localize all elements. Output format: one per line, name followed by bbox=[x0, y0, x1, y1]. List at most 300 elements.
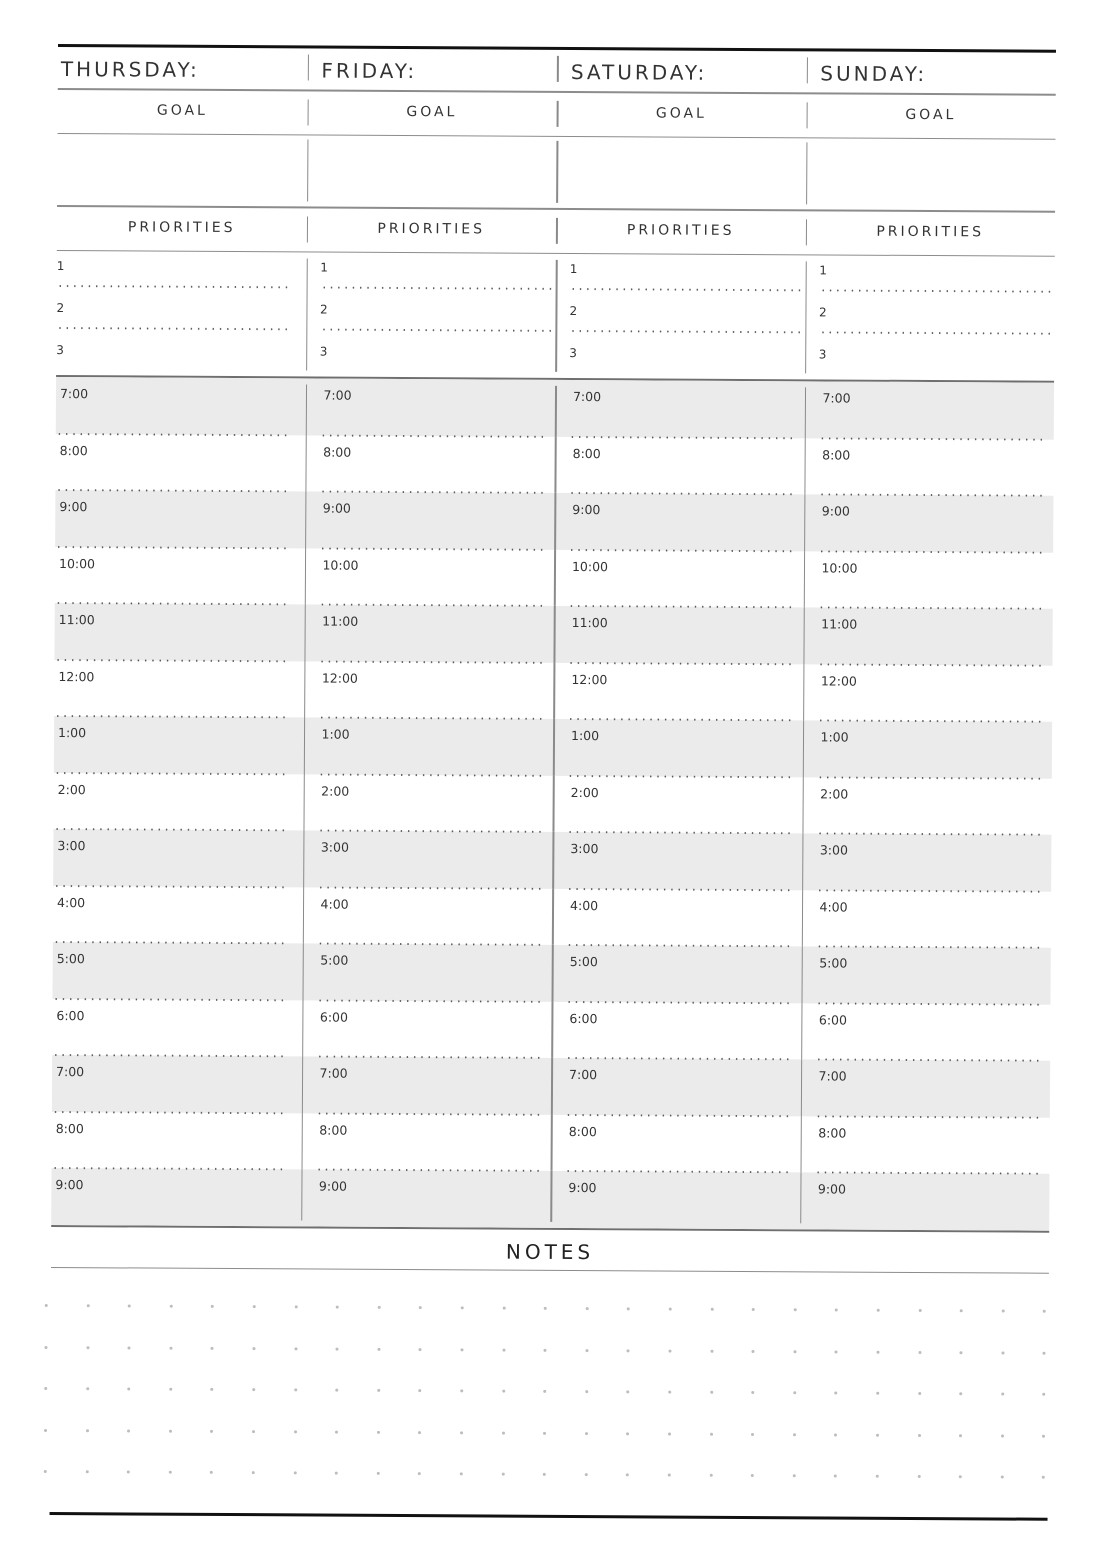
grid-dot bbox=[210, 1471, 213, 1474]
grid-dot bbox=[169, 1429, 172, 1432]
grid-dot bbox=[876, 1392, 879, 1395]
grid-dot bbox=[544, 1348, 547, 1351]
time-label: 9:00 bbox=[55, 1177, 84, 1193]
grid-dot bbox=[127, 1471, 130, 1474]
dotted-separator bbox=[318, 717, 544, 720]
time-slot[interactable] bbox=[550, 1171, 800, 1229]
time-slot[interactable] bbox=[801, 890, 1051, 948]
grid-dot bbox=[959, 1392, 962, 1395]
time-row bbox=[52, 999, 1050, 1061]
grid-dot bbox=[460, 1348, 463, 1351]
grid-dot bbox=[253, 1305, 256, 1308]
dotted-separator bbox=[565, 1170, 791, 1173]
grid-dot bbox=[918, 1434, 921, 1437]
grid-dot bbox=[169, 1346, 172, 1349]
grid-dot bbox=[127, 1388, 130, 1391]
goal-field-thursday[interactable] bbox=[57, 134, 307, 206]
dotted-separator bbox=[317, 886, 543, 889]
time-slot[interactable] bbox=[551, 1114, 801, 1172]
time-slot[interactable] bbox=[54, 716, 304, 774]
priority-number: 1 bbox=[320, 260, 328, 275]
time-slot[interactable] bbox=[553, 606, 803, 664]
dotted-separator bbox=[814, 1115, 1040, 1118]
grid-dot bbox=[876, 1350, 879, 1353]
priorities-label-cell bbox=[57, 207, 307, 251]
dotted-separator bbox=[817, 606, 1043, 609]
dotted-separator bbox=[814, 1171, 1040, 1174]
notes-dot-grid[interactable] bbox=[50, 1268, 1049, 1518]
time-slot[interactable] bbox=[52, 1055, 302, 1113]
time-slot[interactable] bbox=[55, 434, 305, 492]
priorities-label: PRIORITIES bbox=[876, 223, 985, 240]
dotted-separator bbox=[315, 1169, 541, 1172]
goal-field-friday[interactable] bbox=[307, 135, 557, 207]
grid-dot bbox=[1002, 1309, 1005, 1312]
time-label: 7:00 bbox=[572, 388, 602, 405]
time-label: 11:00 bbox=[322, 613, 359, 629]
priority-number: 3 bbox=[319, 344, 328, 359]
grid-dot bbox=[918, 1392, 921, 1395]
priority-number: 1 bbox=[569, 261, 578, 277]
grid-dot bbox=[211, 1388, 214, 1391]
time-slot[interactable] bbox=[304, 604, 554, 662]
grid-dot bbox=[419, 1306, 422, 1309]
dotted-separator bbox=[319, 434, 545, 437]
dotted-separator bbox=[818, 493, 1044, 496]
grid-dot bbox=[169, 1388, 172, 1391]
grid-dot bbox=[585, 1349, 588, 1352]
dotted-separator bbox=[55, 602, 291, 605]
priorities-column bbox=[555, 254, 805, 379]
day-name: THURSDAY: bbox=[60, 57, 200, 82]
time-slot[interactable] bbox=[53, 773, 303, 831]
grid-dot bbox=[169, 1471, 172, 1474]
dotted-separator bbox=[55, 546, 291, 549]
grid-dot bbox=[1001, 1434, 1004, 1437]
priority-number: 3 bbox=[818, 347, 827, 362]
time-label: 7:00 bbox=[569, 1066, 598, 1083]
time-slot[interactable] bbox=[305, 435, 555, 493]
dotted-separator bbox=[568, 548, 794, 551]
dotted-separator bbox=[55, 489, 291, 492]
time-slot[interactable] bbox=[53, 886, 303, 944]
grid-dot bbox=[460, 1390, 463, 1393]
priority-number: 2 bbox=[56, 301, 65, 316]
day-column-thursday bbox=[58, 47, 308, 89]
time-slot[interactable] bbox=[801, 1003, 1051, 1061]
time-slot[interactable] bbox=[301, 1113, 551, 1171]
grid-dot bbox=[336, 1347, 339, 1350]
time-label: 2:00 bbox=[57, 781, 86, 797]
dotted-separator bbox=[53, 941, 289, 944]
time-label: 12:00 bbox=[820, 672, 857, 689]
goal-label: GOAL bbox=[156, 102, 208, 119]
time-slot[interactable] bbox=[553, 719, 803, 777]
grid-dot bbox=[461, 1306, 464, 1309]
time-label: 9:00 bbox=[817, 1181, 847, 1197]
priority-number: 2 bbox=[818, 305, 827, 320]
grid-dot bbox=[128, 1346, 131, 1349]
dotted-separator bbox=[53, 998, 289, 1001]
grid-dot bbox=[335, 1389, 338, 1392]
time-slot[interactable] bbox=[803, 607, 1053, 665]
time-label: 10:00 bbox=[821, 559, 858, 576]
dotted-separator bbox=[569, 435, 795, 438]
dotted-separator bbox=[818, 550, 1044, 553]
priorities-column bbox=[56, 251, 306, 376]
time-slot[interactable] bbox=[552, 775, 802, 833]
grid-dot bbox=[668, 1474, 671, 1477]
time-label: 10:00 bbox=[322, 557, 359, 573]
grid-dot bbox=[793, 1433, 796, 1436]
time-label: 5:00 bbox=[569, 953, 598, 970]
time-slot[interactable] bbox=[552, 888, 802, 946]
time-label: 4:00 bbox=[819, 898, 848, 915]
grid-dot bbox=[877, 1309, 880, 1312]
time-slot[interactable] bbox=[800, 1172, 1050, 1230]
dotted-separator bbox=[817, 719, 1043, 722]
grid-dot bbox=[1043, 1351, 1046, 1354]
time-label: 9:00 bbox=[568, 1179, 597, 1196]
grid-dot bbox=[793, 1350, 796, 1353]
grid-dot bbox=[835, 1350, 838, 1353]
grid-dot bbox=[128, 1304, 131, 1307]
dotted-separator bbox=[56, 433, 292, 436]
time-label: 12:00 bbox=[571, 671, 608, 687]
grid-dot bbox=[294, 1347, 297, 1350]
goal-label-cell bbox=[806, 94, 1056, 138]
time-slot[interactable] bbox=[553, 662, 803, 720]
dotted-separator bbox=[566, 887, 792, 890]
priority-field[interactable] bbox=[56, 339, 306, 374]
time-label: 8:00 bbox=[59, 442, 88, 458]
grid-dot bbox=[44, 1387, 47, 1390]
dotted-separator bbox=[52, 1167, 288, 1170]
grid-dot bbox=[960, 1309, 963, 1312]
notes-header bbox=[51, 1226, 1049, 1272]
time-slot[interactable] bbox=[304, 548, 554, 606]
grid-dot bbox=[294, 1305, 297, 1308]
grid-dot bbox=[751, 1391, 754, 1394]
grid-dot bbox=[543, 1390, 546, 1393]
priority-number: 3 bbox=[56, 343, 64, 358]
grid-dot bbox=[835, 1392, 838, 1395]
grid-dot bbox=[377, 1472, 380, 1475]
grid-dot bbox=[918, 1351, 921, 1354]
grid-dot bbox=[876, 1475, 879, 1478]
dotted-separator bbox=[319, 491, 545, 494]
time-label: 5:00 bbox=[56, 951, 85, 967]
goal-field-sunday[interactable] bbox=[806, 138, 1056, 210]
grid-dot bbox=[460, 1473, 463, 1476]
time-row bbox=[53, 829, 1051, 891]
time-slot[interactable] bbox=[551, 1001, 801, 1059]
time-slot[interactable] bbox=[302, 1000, 552, 1058]
grid-dot bbox=[419, 1348, 422, 1351]
time-slot[interactable] bbox=[801, 946, 1051, 1004]
time-row bbox=[54, 716, 1052, 778]
priority-number: 2 bbox=[319, 302, 328, 317]
dotted-separator bbox=[316, 999, 542, 1002]
grid-dot bbox=[751, 1474, 754, 1477]
grid-dot bbox=[501, 1473, 504, 1476]
dotted-separator bbox=[565, 1000, 791, 1003]
grid-dot bbox=[1042, 1435, 1045, 1438]
goal-label-cell bbox=[307, 91, 557, 135]
grid-dot bbox=[127, 1429, 130, 1432]
time-slot[interactable] bbox=[301, 1169, 551, 1227]
time-label: 9:00 bbox=[322, 500, 351, 516]
time-slot[interactable] bbox=[55, 490, 305, 548]
grid-dot bbox=[668, 1432, 671, 1435]
time-label: 5:00 bbox=[819, 955, 848, 971]
time-slot[interactable] bbox=[551, 945, 801, 1003]
priorities-label: PRIORITIES bbox=[127, 218, 236, 236]
dotted-separator bbox=[318, 660, 544, 663]
priorities-label: PRIORITIES bbox=[377, 220, 486, 237]
time-slot[interactable] bbox=[554, 549, 804, 607]
time-slot[interactable] bbox=[55, 547, 305, 605]
day-name: SATURDAY: bbox=[570, 59, 708, 85]
grid-dot bbox=[794, 1308, 797, 1311]
time-label: 8:00 bbox=[319, 1122, 348, 1138]
time-slot[interactable] bbox=[301, 1056, 551, 1114]
priorities-label-row bbox=[57, 207, 1055, 256]
time-slot[interactable] bbox=[303, 774, 553, 832]
day-column-saturday bbox=[557, 50, 807, 92]
time-row bbox=[55, 547, 1053, 609]
time-row bbox=[53, 942, 1051, 1004]
dotted-separator bbox=[317, 830, 543, 833]
time-row bbox=[55, 434, 1053, 496]
time-slot[interactable] bbox=[52, 999, 302, 1057]
grid-dot bbox=[585, 1390, 588, 1393]
time-slot[interactable] bbox=[303, 830, 553, 888]
time-slot[interactable] bbox=[552, 832, 802, 890]
time-slot[interactable] bbox=[803, 551, 1053, 609]
grid-dot bbox=[252, 1388, 255, 1391]
time-slot[interactable] bbox=[54, 660, 304, 718]
dotted-separator bbox=[54, 659, 290, 662]
dotted-separator bbox=[816, 832, 1042, 835]
time-slot[interactable] bbox=[804, 381, 1054, 439]
dotted-separator bbox=[566, 831, 792, 834]
grid-dot bbox=[1001, 1476, 1004, 1479]
grid-dot bbox=[294, 1430, 297, 1433]
time-row bbox=[56, 377, 1054, 439]
planner-sheet bbox=[50, 44, 1056, 1521]
time-slot[interactable] bbox=[802, 720, 1052, 778]
dotted-separator bbox=[568, 492, 794, 495]
time-slot[interactable] bbox=[53, 942, 303, 1000]
dotted-separator bbox=[567, 774, 793, 777]
time-label: 4:00 bbox=[57, 894, 86, 910]
time-slot[interactable] bbox=[54, 603, 304, 661]
dotted-separator bbox=[816, 776, 1042, 779]
grid-dot bbox=[1043, 1310, 1046, 1313]
grid-dot bbox=[44, 1429, 47, 1432]
grid-dot bbox=[544, 1307, 547, 1310]
grid-dot bbox=[627, 1349, 630, 1352]
time-row bbox=[51, 1168, 1049, 1230]
time-slot[interactable] bbox=[804, 438, 1054, 496]
grid-dot bbox=[378, 1306, 381, 1309]
dotted-separator bbox=[316, 943, 542, 946]
time-slot[interactable] bbox=[554, 436, 804, 494]
goal-writing-area bbox=[57, 134, 1055, 211]
grid-dot bbox=[418, 1431, 421, 1434]
time-slot[interactable] bbox=[800, 1116, 1050, 1174]
time-label: 1:00 bbox=[570, 727, 600, 744]
time-label: 11:00 bbox=[58, 612, 95, 628]
priorities-label-cell bbox=[306, 208, 556, 252]
goal-label: GOAL bbox=[905, 106, 957, 123]
grid-dot bbox=[377, 1431, 380, 1434]
grid-dot bbox=[960, 1351, 963, 1354]
day-name: FRIDAY: bbox=[321, 58, 418, 84]
priorities-label-cell bbox=[556, 209, 806, 253]
time-slot[interactable] bbox=[302, 887, 552, 945]
grid-dot bbox=[543, 1473, 546, 1476]
dotted-separator bbox=[318, 604, 544, 607]
time-rows bbox=[51, 377, 1054, 1230]
dotted-separator bbox=[567, 718, 793, 721]
time-slot[interactable] bbox=[305, 378, 555, 436]
grid-dot bbox=[170, 1305, 173, 1308]
time-row bbox=[54, 660, 1052, 722]
grid-dot bbox=[419, 1389, 422, 1392]
time-label: 3:00 bbox=[819, 842, 848, 858]
dotted-separator bbox=[815, 1002, 1041, 1005]
time-label: 3:00 bbox=[57, 838, 86, 854]
grid-dot bbox=[918, 1309, 921, 1312]
grid-dot bbox=[377, 1347, 380, 1350]
time-slot[interactable] bbox=[56, 377, 306, 435]
time-label: 10:00 bbox=[58, 555, 96, 571]
grid-dot bbox=[709, 1474, 712, 1477]
time-slot[interactable] bbox=[305, 491, 555, 549]
dotted-separator bbox=[566, 944, 792, 947]
time-label: 6:00 bbox=[319, 1009, 349, 1025]
grid-dot bbox=[86, 1387, 89, 1390]
time-label: 2:00 bbox=[570, 784, 599, 800]
time-slot[interactable] bbox=[51, 1168, 301, 1226]
grid-dot bbox=[86, 1304, 89, 1307]
priority-field[interactable] bbox=[555, 342, 805, 377]
time-label: 1:00 bbox=[820, 729, 849, 745]
dotted-separator bbox=[53, 828, 289, 831]
time-label: 1:00 bbox=[57, 725, 87, 741]
time-slot[interactable] bbox=[303, 717, 553, 775]
dotted-separator bbox=[568, 605, 794, 608]
dotted-separator bbox=[315, 1112, 541, 1115]
time-slot[interactable] bbox=[53, 829, 303, 887]
grid-dot bbox=[85, 1471, 88, 1474]
time-label: 4:00 bbox=[320, 896, 349, 912]
time-label: 6:00 bbox=[569, 1010, 598, 1026]
grid-dot bbox=[627, 1307, 630, 1310]
time-slot[interactable] bbox=[52, 1111, 302, 1169]
time-label: 5:00 bbox=[320, 952, 349, 968]
priority-field[interactable] bbox=[306, 340, 556, 375]
time-slot[interactable] bbox=[802, 833, 1052, 891]
time-label: 12:00 bbox=[321, 670, 358, 686]
dotted-separator bbox=[316, 1056, 542, 1059]
grid-dot bbox=[252, 1430, 255, 1433]
time-label: 11:00 bbox=[571, 614, 608, 631]
grid-dot bbox=[293, 1472, 296, 1475]
time-slot[interactable] bbox=[804, 494, 1054, 552]
time-label: 7:00 bbox=[818, 1068, 847, 1084]
grid-dot bbox=[44, 1346, 47, 1349]
time-label: 10:00 bbox=[571, 558, 609, 574]
grid-dot bbox=[1043, 1393, 1046, 1396]
time-row bbox=[53, 886, 1051, 948]
dotted-separator bbox=[818, 437, 1044, 440]
grid-dot bbox=[585, 1432, 588, 1435]
time-label: 7:00 bbox=[822, 390, 851, 406]
grid-dot bbox=[335, 1430, 338, 1433]
grid-dot bbox=[626, 1432, 629, 1435]
time-slot[interactable] bbox=[551, 1058, 801, 1116]
time-row bbox=[52, 1111, 1050, 1173]
priority-field[interactable] bbox=[805, 343, 1055, 378]
time-label: 9:00 bbox=[318, 1178, 348, 1194]
time-label: 2:00 bbox=[321, 783, 350, 799]
day-column-friday bbox=[307, 48, 557, 90]
dotted-separator bbox=[53, 885, 289, 888]
dotted-separator bbox=[815, 945, 1041, 948]
grid-dot bbox=[543, 1432, 546, 1435]
time-slot[interactable] bbox=[800, 1059, 1050, 1117]
grid-dot bbox=[1001, 1393, 1004, 1396]
time-label: 9:00 bbox=[59, 499, 88, 515]
time-slot[interactable] bbox=[803, 664, 1053, 722]
time-slot[interactable] bbox=[304, 661, 554, 719]
time-label: 9:00 bbox=[572, 501, 601, 518]
grid-dot bbox=[460, 1431, 463, 1434]
grid-dot bbox=[626, 1474, 629, 1477]
time-slot[interactable] bbox=[802, 777, 1052, 835]
grid-dot bbox=[834, 1433, 837, 1436]
time-label: 2:00 bbox=[820, 785, 849, 802]
time-label: 3:00 bbox=[570, 840, 599, 857]
goal-field-saturday[interactable] bbox=[556, 137, 806, 209]
grid-dot bbox=[502, 1390, 505, 1393]
goal-label-cell bbox=[556, 92, 806, 136]
time-slot[interactable] bbox=[554, 493, 804, 551]
grid-dot bbox=[793, 1475, 796, 1478]
grid-dot bbox=[86, 1429, 89, 1432]
time-row bbox=[54, 603, 1052, 665]
time-row bbox=[52, 1055, 1050, 1117]
time-slot[interactable] bbox=[302, 943, 552, 1001]
time-label: 7:00 bbox=[319, 1065, 348, 1081]
time-slot[interactable] bbox=[555, 380, 805, 438]
grid-dot bbox=[294, 1389, 297, 1392]
grid-dot bbox=[669, 1308, 672, 1311]
grid-dot bbox=[752, 1350, 755, 1353]
priority-number: 1 bbox=[56, 259, 65, 274]
time-label: 8:00 bbox=[323, 444, 352, 460]
time-label: 8:00 bbox=[818, 1124, 847, 1141]
dotted-separator bbox=[565, 1113, 791, 1116]
grid-dot bbox=[211, 1305, 214, 1308]
priorities-column bbox=[306, 252, 556, 377]
grid-dot bbox=[252, 1472, 255, 1475]
time-label: 11:00 bbox=[821, 616, 858, 632]
grid-dot bbox=[502, 1307, 505, 1310]
